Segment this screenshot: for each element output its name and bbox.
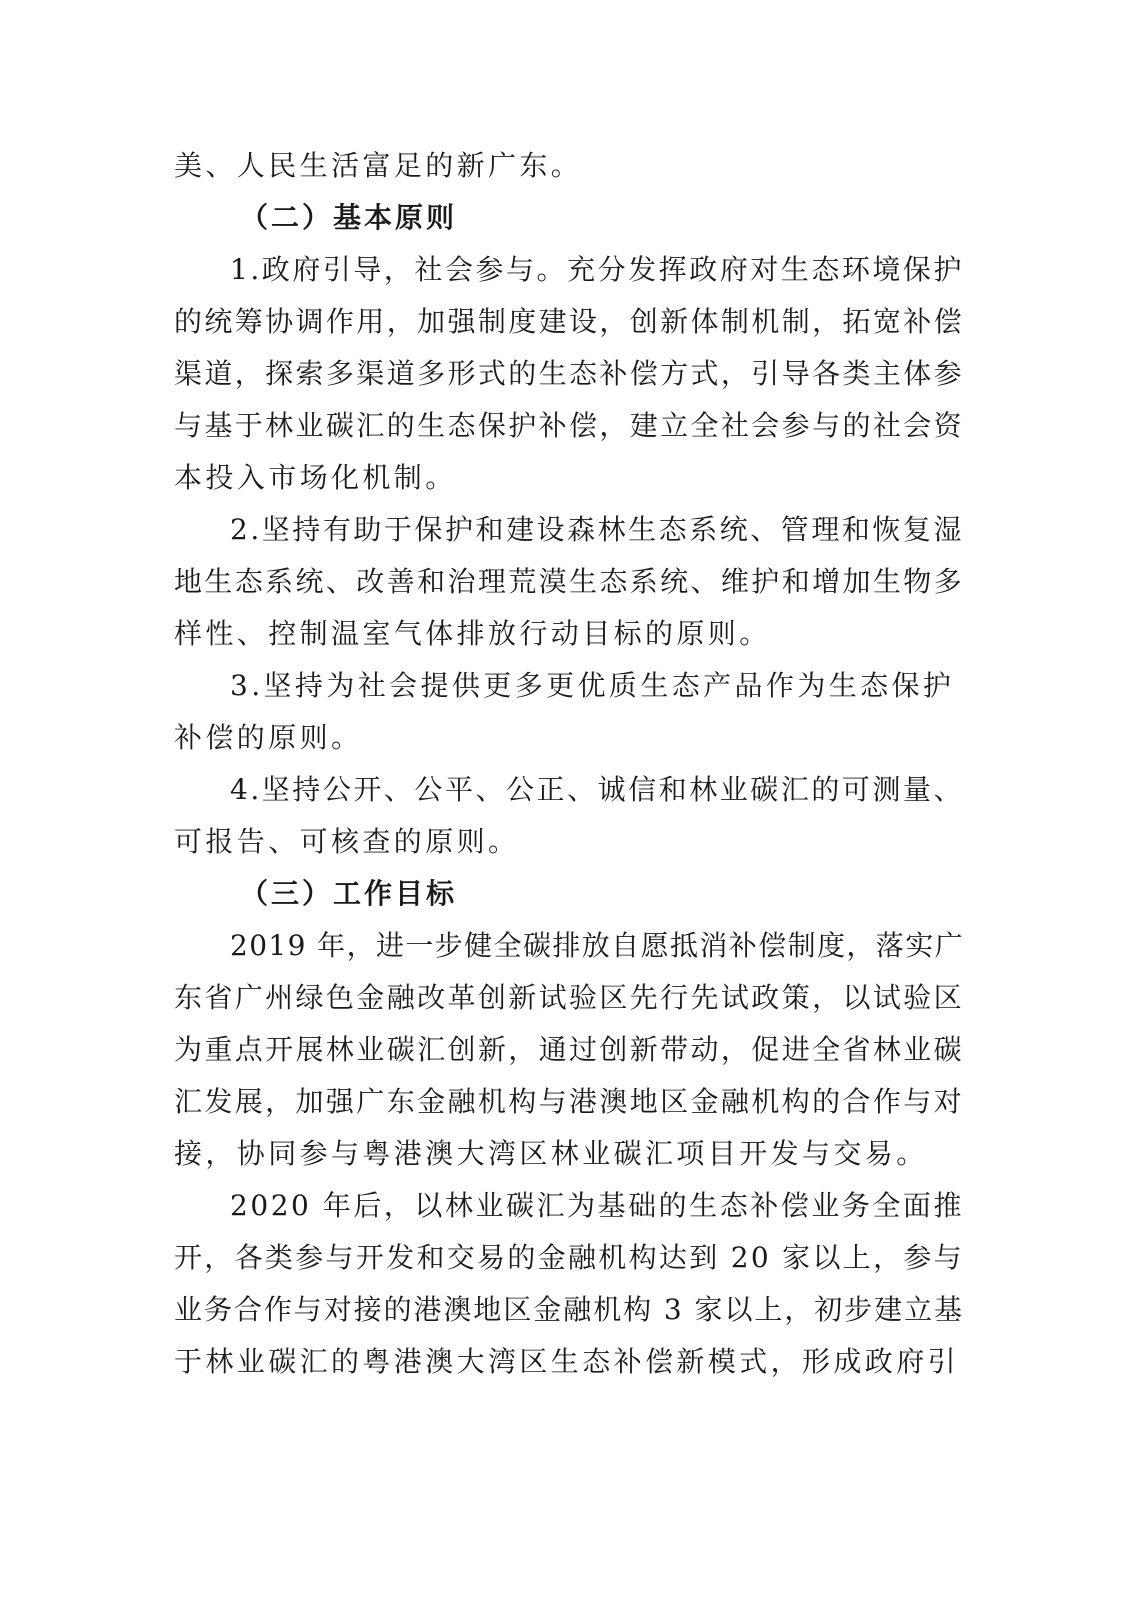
- body-line: 与基于林业碳汇的生态保护补偿，建立全社会参与的社会资: [174, 409, 964, 442]
- body-line: 接，协同参与粤港澳大湾区林业碳汇项目开发与交易。: [174, 1137, 928, 1170]
- body-line: 为重点开展林业碳汇创新，通过创新带动，促进全省林业碳: [174, 1033, 964, 1066]
- body-line: 地生态系统、改善和治理荒漠生态系统、维护和增加生物多: [174, 565, 964, 598]
- body-line: 汇发展，加强广东金融机构与港澳地区金融机构的合作与对: [174, 1085, 964, 1118]
- section-heading: （三）工作目标: [240, 877, 458, 910]
- paragraph-first-line: 2.坚持有助于保护和建设森林生态系统、管理和恢复湿: [230, 513, 964, 546]
- body-line: 美、人民生活富足的新广东。: [174, 149, 583, 182]
- paragraph-first-line: 2020 年后，以林业碳汇为基础的生态补偿业务全面推: [230, 1189, 964, 1222]
- body-line: 渠道，探索多渠道多形式的生态补偿方式，引导各类主体参: [174, 357, 964, 390]
- body-line: 于林业碳汇的粤港澳大湾区生态补偿新模式，形成政府引: [174, 1345, 960, 1378]
- body-line: 开，各类参与开发和交易的金融机构达到 20 家以上，参与: [174, 1241, 964, 1274]
- body-line: 东省广州绿色金融改革创新试验区先行先试政策，以试验区: [174, 981, 964, 1014]
- body-line: 样性、控制温室气体排放行动目标的原则。: [174, 617, 771, 650]
- paragraph-first-line: 1.政府引导，社会参与。充分发挥政府对生态环境保护: [230, 253, 964, 286]
- body-line: 的统筹协调作用，加强制度建设，创新体制机制，拓宽补偿: [174, 305, 964, 338]
- body-line: 可报告、可核查的原则。: [174, 825, 520, 858]
- paragraph-first-line: 2019 年，进一步健全碳排放自愿抵消补偿制度，落实广: [230, 929, 964, 962]
- section-heading: （二）基本原则: [240, 201, 458, 234]
- body-line: 补偿的原则。: [174, 721, 363, 754]
- paragraph-first-line: 3.坚持为社会提供更多更优质生态产品作为生态保护: [230, 669, 955, 702]
- paragraph-first-line: 4.坚持公开、公平、公正、诚信和林业碳汇的可测量、: [230, 773, 964, 806]
- body-line: 本投入市场化机制。: [174, 461, 457, 494]
- document-page: [174, 140, 964, 1388]
- body-line: 业务合作与对接的港澳地区金融机构 3 家以上，初步建立基: [174, 1293, 964, 1326]
